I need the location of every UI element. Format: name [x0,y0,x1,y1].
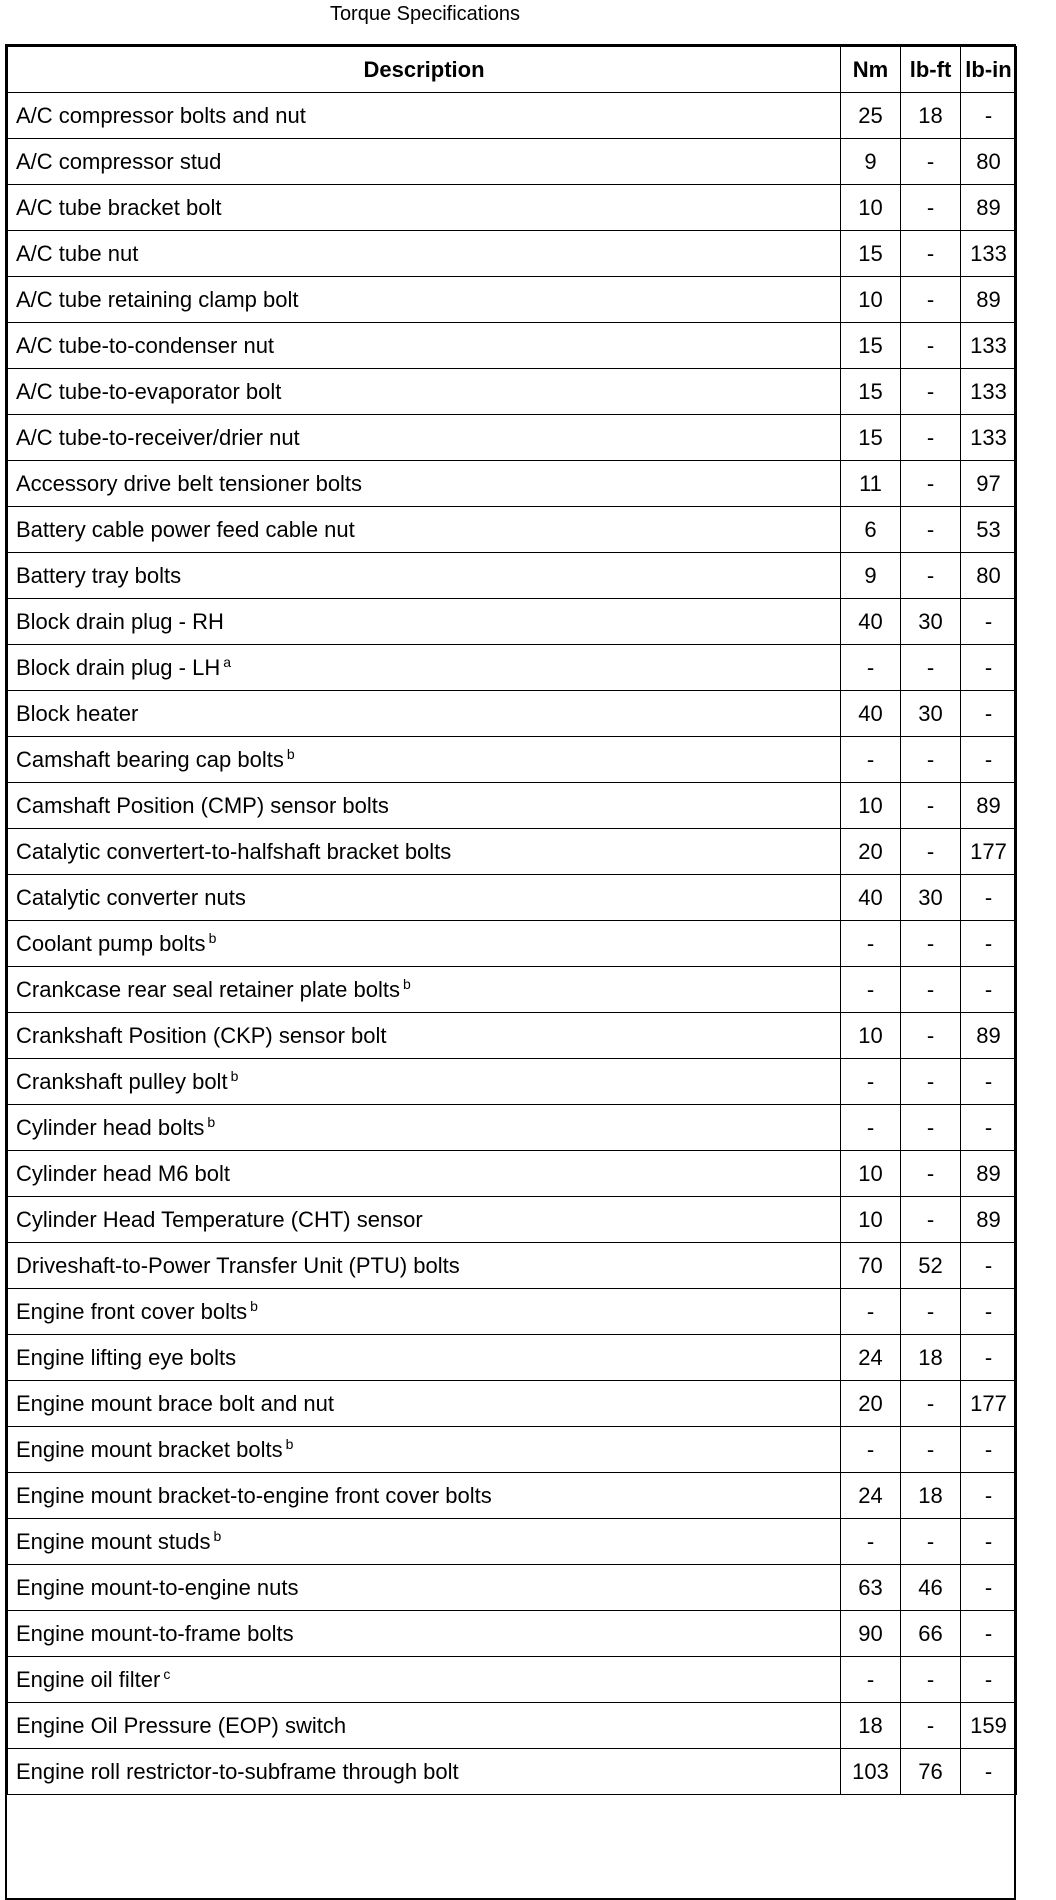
table-row [8,185,1017,231]
description-text: Coolant pump bolts [16,930,206,956]
lbin-cell: 89 [961,783,1017,829]
nm-cell: - [841,1427,901,1473]
description-cell [8,1243,841,1289]
footnote-marker: b [213,1527,222,1544]
description-cell [8,1657,841,1703]
lbin-cell: - [961,875,1017,921]
lbft-cell: - [901,1657,961,1703]
description-cell [8,1335,841,1381]
lbin-cell: 133 [961,323,1017,369]
footnote-marker: b [250,1297,258,1314]
nm-cell: 10 [841,1151,901,1197]
description-text: Battery cable power feed cable nut [16,516,355,542]
nm-cell: 15 [841,231,901,277]
description-cell [8,1381,841,1427]
description-text: Engine mount-to-frame bolts [16,1620,294,1646]
footnote-marker: b [207,1113,216,1130]
description-cell [8,1197,841,1243]
lbin-cell: - [961,1565,1017,1611]
description-text: A/C tube nut [16,240,139,266]
nm-cell: 40 [841,599,901,645]
lbft-cell: - [901,553,961,599]
nm-cell: 40 [841,691,901,737]
table-row [8,921,1017,967]
nm-cell: - [841,645,901,691]
table-row [8,507,1017,553]
description-cell [8,1059,841,1105]
description-cell [8,599,841,645]
description-text: Engine lifting eye bolts [16,1344,237,1370]
lbft-cell: 30 [901,691,961,737]
description-cell [8,369,841,415]
nm-cell: 10 [841,277,901,323]
column-header-nm: Nm [841,47,901,93]
nm-cell: - [841,1519,901,1565]
table-row [8,1381,1017,1427]
description-cell [8,1703,841,1749]
lbft-cell: 18 [901,93,961,139]
description-text: A/C tube-to-condenser nut [16,332,275,358]
lbft-cell: - [901,507,961,553]
lbin-cell: - [961,967,1017,1013]
nm-cell: 11 [841,461,901,507]
description-text: Cylinder Head Temperature (CHT) sensor [16,1206,423,1232]
description-cell [8,875,841,921]
lbft-cell: 30 [901,875,961,921]
table-row [8,1335,1017,1381]
table-row [8,231,1017,277]
lbft-cell: - [901,921,961,967]
lbft-cell: - [901,1289,961,1335]
lbft-cell: - [901,1151,961,1197]
lbft-cell: - [901,737,961,783]
description-cell [8,1427,841,1473]
description-text: Driveshaft-to-Power Transfer Unit (PTU) bolts [16,1252,460,1278]
description-cell [8,1565,841,1611]
description-cell [8,1519,841,1565]
table-row [8,1703,1017,1749]
footnote-marker: b [208,929,217,946]
footnote-marker: b [402,975,411,992]
lbft-cell: - [901,829,961,875]
lbft-cell: - [901,139,961,185]
description-text: Engine mount bracket bolts [16,1436,283,1462]
description-cell [8,231,841,277]
lbin-cell: - [961,1657,1017,1703]
table-row [8,553,1017,599]
description-text: Engine mount bracket-to-engine front cover bolts [16,1482,492,1508]
page-title: Torque Specifications [329,3,521,25]
table-row [8,1289,1017,1335]
description-text: Block heater [16,700,139,726]
lbin-cell: - [961,1611,1017,1657]
lbft-cell: - [901,415,961,461]
nm-cell: - [841,1657,901,1703]
lbin-cell: - [961,1749,1017,1795]
table-row [8,783,1017,829]
description-text: Battery tray bolts [16,562,182,588]
description-cell [8,1611,841,1657]
nm-cell: 90 [841,1611,901,1657]
nm-cell: 15 [841,415,901,461]
lbin-cell: 89 [961,1197,1017,1243]
description-text: Block drain plug - RH [16,608,224,634]
lbin-cell: - [961,1519,1017,1565]
lbin-cell: 80 [961,553,1017,599]
nm-cell: - [841,1289,901,1335]
description-cell [8,829,841,875]
lbft-cell: - [901,1013,961,1059]
lbft-cell: 30 [901,599,961,645]
lbft-cell: 76 [901,1749,961,1795]
table-row [8,691,1017,737]
table-row [8,1059,1017,1105]
description-cell [8,967,841,1013]
footnote-marker: b [230,1067,239,1084]
table-row [8,1105,1017,1151]
nm-cell: - [841,967,901,1013]
lbin-cell: 133 [961,369,1017,415]
lbin-cell: - [961,645,1017,691]
description-cell [8,553,841,599]
description-cell [8,1473,841,1519]
nm-cell: - [841,1059,901,1105]
lbft-cell: 66 [901,1611,961,1657]
table-row [8,369,1017,415]
description-text: Engine mount brace bolt and nut [16,1390,335,1416]
nm-cell: 15 [841,369,901,415]
lbin-cell: - [961,1105,1017,1151]
table-row [8,1243,1017,1289]
footnote-marker: c [163,1665,171,1682]
description-cell [8,415,841,461]
description-text: Crankshaft Position (CKP) sensor bolt [16,1022,387,1048]
nm-cell: 18 [841,1703,901,1749]
nm-cell: - [841,921,901,967]
description-text: Crankcase rear seal retainer plate bolts [16,976,400,1002]
lbft-cell: - [901,783,961,829]
lbft-cell: - [901,185,961,231]
description-text: Cylinder head M6 bolt [16,1160,231,1186]
description-text: Catalytic convertert-to-halfshaft bracket bolts [16,838,452,864]
description-text: A/C tube-to-evaporator bolt [16,378,282,404]
column-header-lbft: lb-ft [901,47,961,93]
lbft-cell: - [901,1519,961,1565]
description-text: Camshaft Position (CMP) sensor bolts [16,792,389,818]
lbin-cell: - [961,599,1017,645]
table-row [8,1013,1017,1059]
description-cell [8,185,841,231]
lbin-cell: 89 [961,277,1017,323]
description-cell [8,737,841,783]
lbin-cell: 53 [961,507,1017,553]
description-text: Catalytic converter nuts [16,884,246,910]
table-row [8,461,1017,507]
description-text: Engine mount studs [16,1528,211,1554]
lbft-cell: 18 [901,1473,961,1519]
table-row [8,645,1017,691]
lbin-cell: 133 [961,415,1017,461]
lbin-cell: 89 [961,185,1017,231]
lbft-cell: - [901,461,961,507]
table-row [8,1151,1017,1197]
nm-cell: 15 [841,323,901,369]
lbin-cell: 97 [961,461,1017,507]
nm-cell: 20 [841,829,901,875]
lbft-cell: - [901,231,961,277]
description-text: Accessory drive belt tensioner bolts [16,470,363,496]
table-body [8,93,1017,1795]
nm-cell: - [841,1105,901,1151]
table-row [8,875,1017,921]
table-row [8,967,1017,1013]
nm-cell: 63 [841,1565,901,1611]
nm-cell: 40 [841,875,901,921]
lbin-cell: - [961,1427,1017,1473]
nm-cell: 10 [841,1013,901,1059]
nm-cell: 25 [841,93,901,139]
table-row [8,1519,1017,1565]
lbin-cell: - [961,1335,1017,1381]
lbft-cell: - [901,277,961,323]
nm-cell: 20 [841,1381,901,1427]
footnote-marker: b [286,745,295,762]
description-text: A/C tube bracket bolt [16,194,222,220]
lbin-cell: - [961,737,1017,783]
description-text: Block drain plug - LH [16,654,221,680]
description-text: Crankshaft pulley bolt [16,1068,228,1094]
table-row [8,737,1017,783]
table-header-row [8,47,1017,93]
table-row [8,277,1017,323]
lbft-cell: 46 [901,1565,961,1611]
description-cell [8,1289,841,1335]
column-header-lbin: lb-in [961,47,1017,93]
description-cell [8,645,841,691]
description-cell [8,139,841,185]
nm-cell: 6 [841,507,901,553]
lbin-cell: - [961,921,1017,967]
lbft-cell: 18 [901,1335,961,1381]
description-text: Engine front cover bolts [16,1298,248,1324]
nm-cell: 9 [841,553,901,599]
description-cell [8,93,841,139]
lbft-cell: - [901,323,961,369]
lbin-cell: 177 [961,1381,1017,1427]
lbft-cell: - [901,1703,961,1749]
nm-cell: 10 [841,185,901,231]
description-text: Camshaft bearing cap bolts [16,746,284,772]
lbin-cell: - [961,1059,1017,1105]
description-cell [8,783,841,829]
description-cell [8,1105,841,1151]
column-header-description: Description [8,47,841,93]
table-row [8,1197,1017,1243]
nm-cell: 10 [841,783,901,829]
lbin-cell: - [961,1243,1017,1289]
nm-cell: 70 [841,1243,901,1289]
description-text: A/C tube retaining clamp bolt [16,286,299,312]
description-cell [8,277,841,323]
lbin-cell: 80 [961,139,1017,185]
lbin-cell: 89 [961,1013,1017,1059]
description-cell [8,1151,841,1197]
table-row [8,139,1017,185]
lbft-cell: - [901,369,961,415]
description-text: A/C compressor bolts and nut [16,102,306,128]
table-row [8,829,1017,875]
lbft-cell: - [901,1381,961,1427]
lbft-cell: - [901,645,961,691]
description-text: Engine roll restrictor-to-subframe through bolt [16,1758,459,1784]
nm-cell: 10 [841,1197,901,1243]
footnote-marker: a [223,653,232,670]
lbin-cell: 133 [961,231,1017,277]
lbft-cell: - [901,1197,961,1243]
table-row [8,1611,1017,1657]
description-cell [8,461,841,507]
lbin-cell: - [961,1473,1017,1519]
lbin-cell: 89 [961,1151,1017,1197]
nm-cell: 24 [841,1473,901,1519]
description-cell [8,1749,841,1795]
table-row [8,599,1017,645]
table-row [8,323,1017,369]
lbft-cell: 52 [901,1243,961,1289]
lbin-cell: - [961,691,1017,737]
lbin-cell: 159 [961,1703,1017,1749]
lbin-cell: - [961,1289,1017,1335]
table-row [8,1565,1017,1611]
lbin-cell: - [961,93,1017,139]
lbft-cell: - [901,967,961,1013]
description-cell [8,921,841,967]
description-cell [8,507,841,553]
table-row [8,1657,1017,1703]
table-row [8,1473,1017,1519]
table-row [8,93,1017,139]
nm-cell: 24 [841,1335,901,1381]
nm-cell: 103 [841,1749,901,1795]
description-text: A/C compressor stud [16,148,222,174]
footnote-marker: b [285,1435,294,1452]
description-text: Engine Oil Pressure (EOP) switch [16,1712,347,1738]
description-text: Engine mount-to-engine nuts [16,1574,299,1600]
table-row [8,1749,1017,1795]
lbft-cell: - [901,1059,961,1105]
description-text: Cylinder head bolts [16,1114,205,1140]
nm-cell: - [841,737,901,783]
lbft-cell: - [901,1105,961,1151]
description-cell [8,1013,841,1059]
lbin-cell: 177 [961,829,1017,875]
nm-cell: 9 [841,139,901,185]
torque-spec-table [7,46,1017,1795]
description-text: A/C tube-to-receiver/drier nut [16,424,300,450]
table-row [8,1427,1017,1473]
table-row [8,415,1017,461]
lbft-cell: - [901,1427,961,1473]
description-cell [8,323,841,369]
description-cell [8,691,841,737]
description-text: Engine oil filter [16,1666,161,1692]
